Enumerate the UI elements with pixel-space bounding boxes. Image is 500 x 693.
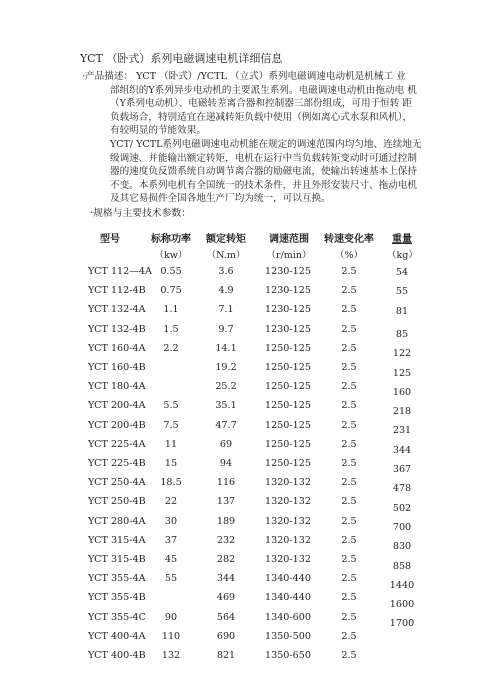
table-cell-speed-range: 1340-600 bbox=[265, 611, 311, 623]
table-cell-speed-variation: 2.5 bbox=[341, 458, 357, 469]
description-line: 级调速、并能输出额定转矩，电机在运行中当负载转矩变动时可通过控制 bbox=[110, 152, 417, 164]
description-line: （Y系列电动机）、电磁转差离合器和控制器三部份组成，可用于恒转 距 bbox=[110, 98, 412, 110]
table-cell-speed-range: 1320-132 bbox=[265, 477, 311, 489]
table-cell-model: YCT 355-4A bbox=[88, 573, 146, 585]
unit-torque: （N.m） bbox=[206, 250, 246, 261]
table-cell-torque: 35.1 bbox=[215, 400, 237, 412]
table-cell-model: YCT 200-4B bbox=[88, 419, 146, 431]
column-header-weight: 重量 bbox=[392, 234, 412, 245]
table-cell-weight: 1440 bbox=[389, 579, 415, 591]
spec-heading: ·规格与主要技术参数： bbox=[90, 208, 192, 219]
table-cell-speed-variation: 2.5 bbox=[341, 477, 357, 489]
table-cell-power: 0.75 bbox=[160, 285, 182, 297]
table-cell-speed-variation: 2.5 bbox=[341, 342, 357, 354]
table-cell-torque: 564 bbox=[216, 611, 236, 623]
table-cell-speed-range: 1230-125 bbox=[265, 323, 311, 335]
table-cell-weight: 81 bbox=[395, 305, 409, 317]
table-cell-torque: 3.6 bbox=[218, 266, 234, 277]
table-cell-weight: 502 bbox=[392, 502, 412, 514]
table-cell-model: YCT 250-4B bbox=[88, 496, 146, 508]
table-cell-speed-range: 1350-500 bbox=[265, 630, 311, 642]
table-cell-speed-variation: 2.5 bbox=[341, 554, 357, 565]
table-cell-torque: 4.9 bbox=[218, 285, 234, 297]
table-cell-torque: 25.2 bbox=[215, 381, 237, 393]
table-cell-model: YCT 225-4A bbox=[88, 438, 146, 450]
table-cell-torque: 47.7 bbox=[215, 419, 237, 431]
table-cell-torque: 137 bbox=[216, 496, 236, 508]
table-cell-model: YCT 180-4A bbox=[88, 381, 146, 393]
table-cell-torque: 14.1 bbox=[215, 342, 237, 354]
table-cell-speed-range: 1250-125 bbox=[265, 400, 311, 412]
table-cell-weight: 218 bbox=[392, 406, 412, 418]
table-cell-speed-variation: 2.5 bbox=[341, 438, 357, 450]
table-cell-model: YCT 355-4B bbox=[88, 592, 146, 604]
table-cell-model: YCT 112—4A bbox=[88, 266, 152, 277]
unit-weight: （kg） bbox=[387, 250, 418, 261]
table-cell-speed-variation: 2.5 bbox=[341, 285, 357, 297]
table-cell-weight: 125 bbox=[392, 367, 412, 379]
description-line: YCT/ YCTL系列电磁调速电动机能在规定的调速范围内均匀地、连续地无 bbox=[110, 138, 422, 150]
table-cell-model: YCT 400-4A bbox=[88, 630, 146, 642]
table-cell-weight: 85 bbox=[395, 328, 409, 340]
table-cell-speed-variation: 2.5 bbox=[341, 592, 357, 604]
table-cell-speed-variation: 2.5 bbox=[341, 304, 357, 316]
table-cell-power: 110 bbox=[161, 630, 181, 642]
table-cell-speed-range: 1320-132 bbox=[265, 515, 311, 527]
table-cell-speed-variation: 2.5 bbox=[341, 611, 357, 623]
table-cell-speed-range: 1250-125 bbox=[265, 419, 311, 431]
table-cell-model: YCT 160-4A bbox=[88, 342, 146, 354]
table-cell-weight: 54 bbox=[395, 267, 409, 278]
table-cell-model: YCT 315-4B bbox=[88, 554, 146, 565]
column-header-model: 型号 bbox=[100, 234, 120, 245]
table-cell-weight: 160 bbox=[392, 386, 412, 398]
table-cell-torque: 469 bbox=[216, 592, 236, 604]
table-cell-torque: 690 bbox=[216, 630, 236, 642]
table-cell-speed-range: 1250-125 bbox=[265, 342, 311, 354]
table-cell-power: 90 bbox=[164, 611, 178, 623]
table-cell-speed-range: 1320-132 bbox=[265, 554, 311, 565]
table-cell-speed-variation: 2.5 bbox=[341, 400, 357, 412]
unit-speed-range: （r/min） bbox=[266, 250, 312, 261]
table-cell-power: 5.5 bbox=[163, 400, 179, 412]
product-description bbox=[82, 70, 434, 206]
table-cell-power: 132 bbox=[161, 650, 181, 661]
column-header-power: 标称功率 bbox=[151, 234, 191, 245]
table-cell-speed-variation: 2.5 bbox=[341, 266, 357, 277]
table-cell-torque: 19.2 bbox=[215, 362, 237, 373]
page-title: YCT （卧式）系列电磁调速电机详细信息 bbox=[80, 52, 283, 65]
table-cell-weight: 1600 bbox=[389, 599, 415, 611]
table-cell-model: YCT 355-4C bbox=[88, 611, 146, 623]
table-cell-speed-variation: 2.5 bbox=[341, 534, 357, 546]
table-cell-weight: 55 bbox=[395, 286, 409, 298]
table-cell-model: YCT 200-4A bbox=[88, 400, 146, 412]
table-cell-torque: 7.1 bbox=[218, 304, 234, 316]
table-cell-power: 2.2 bbox=[163, 342, 179, 354]
description-line: 及其它易损件全国各地生产厂均为统一，可以互换。 bbox=[110, 193, 331, 205]
table-cell-model: YCT 132-4B bbox=[88, 323, 146, 335]
table-cell-weight: 367 bbox=[392, 464, 412, 475]
table-cell-speed-range: 1250-125 bbox=[265, 362, 311, 373]
table-cell-speed-variation: 2.5 bbox=[341, 381, 357, 393]
table-cell-torque: 344 bbox=[216, 573, 236, 585]
table-cell-speed-range: 1250-125 bbox=[265, 458, 311, 469]
table-cell-weight: 858 bbox=[392, 560, 412, 572]
table-cell-speed-range: 1230-125 bbox=[265, 304, 311, 316]
table-cell-torque: 821 bbox=[216, 650, 236, 661]
table-cell-speed-range: 1230-125 bbox=[265, 266, 311, 277]
column-header-speed-variation: 转速变化率 bbox=[324, 234, 374, 245]
table-cell-speed-variation: 2.5 bbox=[341, 630, 357, 642]
description-line: 器的速度负反馈系统自动调节离合器的励磁电流，使输出转速基本上保持 bbox=[110, 166, 417, 178]
table-cell-weight: 344 bbox=[392, 444, 412, 456]
table-cell-power: 1.5 bbox=[163, 323, 179, 335]
table-cell-speed-range: 1320-132 bbox=[265, 534, 311, 546]
table-cell-speed-range: 1230-125 bbox=[265, 285, 311, 297]
table-cell-speed-variation: 2.5 bbox=[341, 362, 357, 373]
table-cell-weight: 700 bbox=[392, 521, 412, 533]
table-cell-speed-variation: 2.5 bbox=[341, 515, 357, 527]
table-cell-speed-range: 1320-132 bbox=[265, 496, 311, 508]
table-cell-speed-range: 1340-440 bbox=[265, 573, 311, 585]
description-line: 部组织的Y系列异步电动机的主要派生系列。电磁调速电动机由拖动电 机 bbox=[110, 84, 417, 96]
table-cell-model: YCT 132-4A bbox=[88, 304, 146, 316]
unit-speed-variation: （%） bbox=[334, 250, 364, 261]
unit-power: （kw） bbox=[154, 250, 188, 261]
table-cell-speed-range: 1250-125 bbox=[265, 438, 311, 450]
table-cell-power: 1.1 bbox=[163, 304, 179, 316]
table-cell-power: 11 bbox=[164, 438, 178, 450]
table-cell-power: 30 bbox=[164, 515, 178, 527]
description-line: 不变。本系列电机有全国统一的技术条件，并且外形安装尺寸、拖动电机 bbox=[110, 179, 417, 191]
table-cell-speed-variation: 2.5 bbox=[341, 496, 357, 508]
column-header-speed-range: 调速范围 bbox=[269, 234, 309, 245]
table-cell-speed-variation: 2.5 bbox=[341, 419, 357, 431]
table-cell-speed-range: 1340-440 bbox=[265, 592, 311, 604]
table-cell-model: YCT 160-4B bbox=[88, 362, 146, 373]
column-header-torque: 额定转矩 bbox=[206, 234, 246, 245]
table-cell-weight: 830 bbox=[392, 541, 412, 553]
table-cell-speed-variation: 2.5 bbox=[341, 650, 357, 661]
table-cell-model: YCT 280-4A bbox=[88, 515, 146, 527]
table-cell-power: 55 bbox=[164, 573, 178, 585]
table-cell-speed-variation: 2.5 bbox=[341, 323, 357, 335]
table-cell-torque: 94 bbox=[219, 458, 233, 469]
table-cell-torque: 69 bbox=[219, 438, 233, 450]
description-line: ·产品描述： YCT （卧式）/YCTL （立式）系列电磁调速电动机是机械工 业 bbox=[82, 71, 406, 82]
description-line: 有较明显的节能效果。 bbox=[110, 125, 206, 137]
table-cell-weight: 122 bbox=[392, 348, 412, 360]
table-cell-torque: 9.7 bbox=[218, 323, 234, 335]
table-cell-speed-range: 1350-650 bbox=[265, 650, 311, 661]
table-cell-power: 0.55 bbox=[160, 266, 182, 277]
table-cell-power: 15 bbox=[164, 458, 178, 469]
table-cell-model: YCT 400-4B bbox=[88, 650, 146, 661]
table-cell-weight: 231 bbox=[392, 425, 412, 437]
table-cell-model: YCT 315-4A bbox=[88, 534, 146, 546]
table-cell-power: 18.5 bbox=[160, 477, 182, 489]
table-cell-model: YCT 225-4B bbox=[88, 458, 146, 469]
description-line: 负载场合，特别适宜在递减转矩负载中使用（例如离心式水泵和风机）， bbox=[110, 111, 413, 123]
table-cell-torque: 282 bbox=[216, 554, 236, 565]
table-cell-power: 37 bbox=[164, 534, 178, 546]
table-cell-torque: 189 bbox=[216, 515, 236, 527]
table-cell-model: YCT 250-4A bbox=[88, 477, 146, 489]
table-cell-speed-variation: 2.5 bbox=[341, 573, 357, 585]
table-cell-weight: 1700 bbox=[389, 618, 415, 630]
table-cell-speed-range: 1250-125 bbox=[265, 381, 311, 393]
table-cell-torque: 232 bbox=[216, 534, 236, 546]
table-cell-weight: 478 bbox=[392, 483, 412, 495]
table-cell-torque: 116 bbox=[216, 477, 236, 489]
table-cell-power: 45 bbox=[164, 554, 178, 565]
table-cell-power: 7.5 bbox=[163, 419, 179, 431]
table-cell-power: 22 bbox=[164, 496, 178, 508]
table-cell-model: YCT 112-4B bbox=[88, 285, 146, 297]
